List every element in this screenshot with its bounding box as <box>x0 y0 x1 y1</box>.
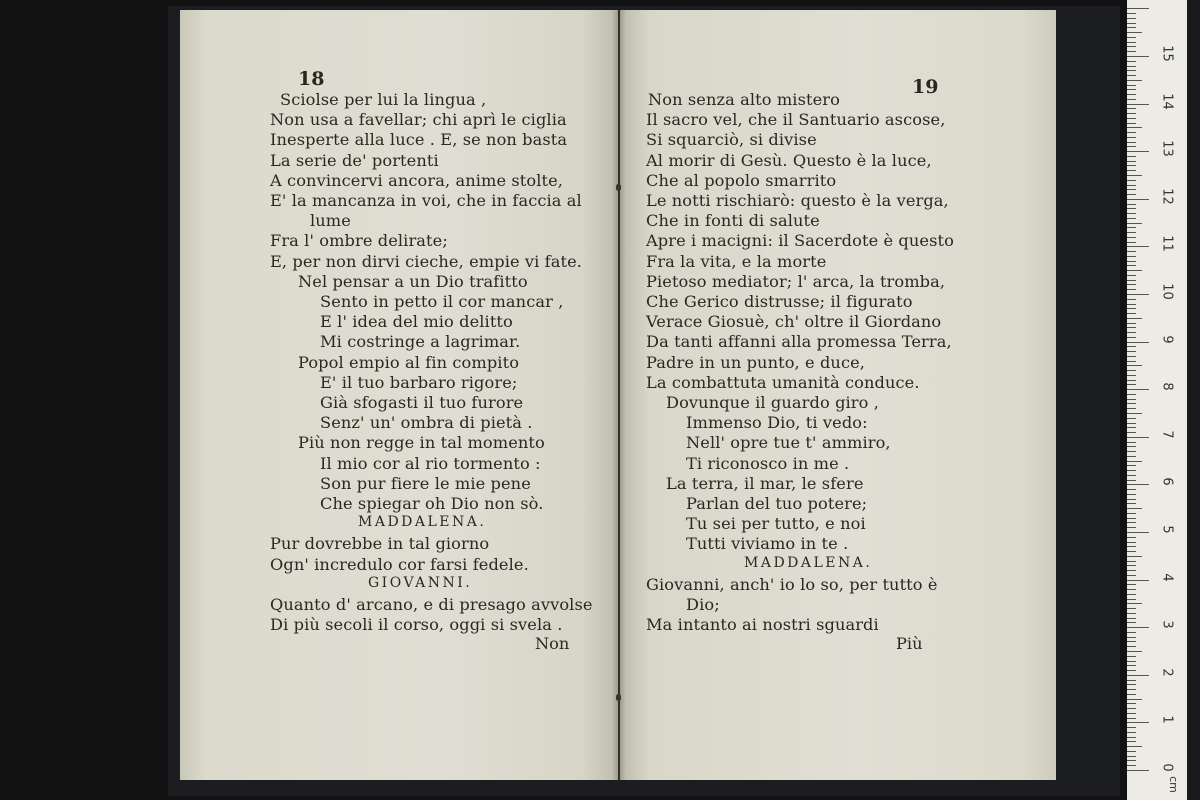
ruler-tick <box>1127 751 1136 752</box>
ruler-tick <box>1127 556 1142 557</box>
text-line: Dovunque il guardo giro , <box>666 393 879 412</box>
ruler-tick <box>1127 665 1136 666</box>
book-gutter <box>612 10 626 780</box>
text-line: Fra la vita, e la morte <box>646 251 827 271</box>
text-line: Padre in un punto, e duce, <box>646 352 866 372</box>
ruler-label: 2 <box>1159 668 1175 677</box>
ruler-tick <box>1127 94 1136 95</box>
ruler-tick <box>1127 304 1136 305</box>
text-line: Già sfogasti il tuo furore <box>320 393 524 412</box>
ruler-tick <box>1127 251 1136 252</box>
ruler-tick <box>1127 223 1142 224</box>
ruler-tick <box>1127 246 1149 247</box>
ruler-tick <box>1127 680 1136 681</box>
ruler-tick <box>1127 732 1136 733</box>
text-line: Tu sei per tutto, e noi <box>686 514 866 534</box>
ruler-tick <box>1127 408 1136 409</box>
ruler-tick <box>1127 99 1136 100</box>
ruler-tick <box>1127 89 1136 90</box>
ruler-tick <box>1127 332 1136 333</box>
ruler-tick <box>1127 213 1136 214</box>
text-line: Verace Giosuè, ch' oltre il Giordano <box>646 312 942 332</box>
speaker-name: GIOVANNI. <box>368 574 473 591</box>
ruler-tick <box>1127 85 1136 86</box>
ruler-tick <box>1127 275 1136 276</box>
ruler-tick <box>1127 651 1142 652</box>
ruler-tick <box>1127 546 1136 547</box>
ruler-tick <box>1127 470 1136 471</box>
ruler-tick <box>1127 613 1136 614</box>
ruler-label: 13 <box>1159 140 1175 157</box>
ruler-tick <box>1127 342 1149 343</box>
ruler-tick <box>1127 37 1136 38</box>
ruler-tick <box>1127 299 1136 300</box>
ruler-tick <box>1127 365 1142 366</box>
ruler-label: 4 <box>1159 572 1175 582</box>
ruler-tick <box>1127 694 1136 695</box>
ruler-tick <box>1127 527 1136 528</box>
ruler-unit: cm <box>1166 776 1180 793</box>
ruler-tick <box>1127 237 1136 238</box>
ruler-tick <box>1127 565 1136 566</box>
text-line: Immenso Dio, ti vedo: <box>686 413 868 433</box>
measuring-ruler <box>1127 0 1187 800</box>
left-page <box>180 10 618 780</box>
ruler-tick <box>1127 66 1136 67</box>
ruler-tick <box>1127 746 1142 747</box>
ruler-tick <box>1127 484 1149 485</box>
ruler-tick <box>1127 627 1149 628</box>
ruler-tick <box>1127 242 1136 243</box>
ruler-tick <box>1127 580 1149 581</box>
ruler-tick <box>1127 451 1136 452</box>
ruler-tick <box>1127 313 1136 314</box>
ruler-tick <box>1127 442 1136 443</box>
ruler-tick <box>1127 389 1149 390</box>
text-line: Fra l' ombre delirate; <box>270 231 448 251</box>
ruler-tick <box>1127 289 1136 290</box>
ruler-tick <box>1127 475 1136 476</box>
ruler-tick <box>1127 284 1136 285</box>
right-page <box>620 10 1056 780</box>
ruler-tick <box>1127 23 1136 24</box>
ruler-tick <box>1127 323 1136 324</box>
ruler-tick <box>1127 518 1136 519</box>
ruler-tick <box>1127 137 1136 138</box>
ruler-tick <box>1127 151 1149 152</box>
ruler-tick <box>1127 8 1149 9</box>
text-line: Sciolse per lui la lingua , <box>280 90 487 109</box>
text-line: Nell' opre tue t' ammiro, <box>686 433 891 453</box>
text-line: E' il tuo barbaro rigore; <box>320 372 518 392</box>
ruler-tick <box>1127 280 1136 281</box>
ruler-tick <box>1127 689 1136 690</box>
ruler-tick <box>1127 132 1136 133</box>
ruler-tick <box>1127 175 1142 176</box>
ruler-tick <box>1127 641 1136 642</box>
ruler-tick <box>1127 637 1136 638</box>
ruler-tick <box>1127 508 1142 509</box>
ruler-tick <box>1127 42 1136 43</box>
ruler-tick <box>1127 199 1149 200</box>
text-line: E l' idea del mio delitto <box>320 312 513 332</box>
ruler-tick <box>1127 770 1149 771</box>
ruler-label: 5 <box>1159 525 1175 534</box>
ruler-label: 9 <box>1159 334 1175 344</box>
text-line: Al morir di Gesù. Questo è la luce, <box>646 150 932 170</box>
ruler-tick <box>1127 180 1136 181</box>
text-line: Ti riconosco in me . <box>686 453 850 473</box>
ruler-tick <box>1127 375 1136 376</box>
text-line: Inesperte alla luce . E, se non basta <box>270 130 568 150</box>
ruler-tick <box>1127 584 1136 585</box>
text-line: Di più secoli il corso, oggi si svela . <box>270 615 563 635</box>
ruler-tick <box>1127 622 1136 623</box>
ruler-tick <box>1127 465 1136 466</box>
text-line: Più non regge in tal momento <box>298 433 545 453</box>
ruler-tick <box>1127 722 1149 723</box>
text-line: Il mio cor al rio tormento : <box>320 453 541 473</box>
ruler-tick <box>1127 699 1142 700</box>
speaker-name: MADDALENA. <box>744 554 873 571</box>
ruler-label: 14 <box>1159 92 1175 110</box>
catchword-left: Non <box>535 634 570 653</box>
text-line: Mi costringe a lagrimar. <box>320 332 521 352</box>
text-line: Giovanni, anch' io lo so, per tutto è <box>646 574 938 594</box>
ruler-tick <box>1127 337 1136 338</box>
ruler-tick <box>1127 104 1149 105</box>
text-line: A convincervi ancora, anime stolte, <box>270 170 564 190</box>
ruler-label: 15 <box>1159 45 1175 62</box>
ruler-tick <box>1127 204 1136 205</box>
ruler-tick <box>1127 708 1136 709</box>
text-line: Son pur fiere le mie pene <box>320 473 531 493</box>
ruler-tick <box>1127 18 1136 19</box>
ruler-tick <box>1127 537 1136 538</box>
text-line: Quanto d' arcano, e di presago avvolse <box>270 595 593 614</box>
ruler-tick <box>1127 713 1136 714</box>
ruler-tick <box>1127 32 1142 33</box>
ruler-tick <box>1127 232 1136 233</box>
ruler-tick <box>1127 737 1136 738</box>
ruler-tick <box>1127 760 1136 761</box>
ruler-tick <box>1127 380 1136 381</box>
ruler-tick <box>1127 156 1136 157</box>
text-line: Senz' un' ombra di pietà . <box>320 413 533 433</box>
text-line: Il sacro vel, che il Santuario ascose, <box>646 110 946 130</box>
ruler-label: 3 <box>1159 620 1175 629</box>
ruler-label: 10 <box>1159 283 1175 300</box>
speaker-name: MADDALENA. <box>358 514 487 531</box>
ruler-tick <box>1127 27 1136 28</box>
text-line: lume <box>310 211 351 231</box>
ruler-tick <box>1127 189 1136 190</box>
ruler-tick <box>1127 423 1136 424</box>
ruler-tick <box>1127 218 1136 219</box>
ruler-tick <box>1127 684 1136 685</box>
ruler-tick <box>1127 194 1136 195</box>
ruler-tick <box>1127 75 1136 76</box>
ruler-tick <box>1127 727 1136 728</box>
ruler-tick <box>1127 80 1142 81</box>
ruler-tick <box>1127 13 1136 14</box>
ruler-tick <box>1127 384 1136 385</box>
ruler-tick <box>1127 61 1136 62</box>
ruler-label: 8 <box>1159 382 1175 391</box>
ruler-tick <box>1127 142 1136 143</box>
text-line: Che al popolo smarrito <box>646 170 837 190</box>
ruler-tick <box>1127 361 1136 362</box>
ruler-tick <box>1127 294 1149 295</box>
text-line: La serie de' portenti <box>270 150 439 170</box>
ruler-tick <box>1127 227 1136 228</box>
ruler-tick <box>1127 594 1136 595</box>
ruler-tick <box>1127 56 1149 57</box>
ruler-label: 0 <box>1159 763 1175 772</box>
ruler-tick <box>1127 51 1136 52</box>
ruler-tick <box>1127 603 1142 604</box>
ruler-tick <box>1127 118 1136 119</box>
text-line: E, per non dirvi cieche, empie vi fate. <box>270 251 583 271</box>
open-book <box>180 10 1056 780</box>
ruler-tick <box>1127 123 1136 124</box>
catchword-right: Più <box>896 634 923 653</box>
ruler-tick <box>1127 575 1136 576</box>
ruler-tick <box>1127 675 1149 676</box>
ruler-tick <box>1127 456 1136 457</box>
ruler-tick <box>1127 589 1136 590</box>
ruler-tick <box>1127 670 1136 671</box>
text-line: Pietoso mediator; l' arca, la tromba, <box>646 271 946 291</box>
text-line: Sento in petto il cor mancar , <box>320 292 564 311</box>
ruler-tick <box>1127 256 1136 257</box>
ruler-tick <box>1127 718 1136 719</box>
text-line: La terra, il mar, le sfere <box>666 473 864 493</box>
ruler-tick <box>1127 599 1136 600</box>
page-number-left: 18 <box>298 68 325 90</box>
text-line: Che in fonti di salute <box>646 211 820 231</box>
text-line: Ogn' incredulo cor farsi fedele. <box>270 554 529 574</box>
text-line: Parlan del tuo potere; <box>686 494 868 513</box>
ruler-tick <box>1127 437 1149 438</box>
text-line: Apre i macigni: il Sacerdote è questo <box>646 231 954 251</box>
ruler-tick <box>1127 403 1136 404</box>
text-line: E' la mancanza in voi, che in faccia al <box>270 191 582 210</box>
ruler-label: 11 <box>1159 235 1175 253</box>
ruler-edge <box>1187 0 1200 800</box>
ruler-tick <box>1127 108 1136 109</box>
text-line: Non usa a favellar; chi aprì le ciglia <box>270 110 567 130</box>
ruler-tick <box>1127 461 1142 462</box>
ruler-tick <box>1127 318 1142 319</box>
ruler-tick <box>1127 418 1136 419</box>
ruler-label: 12 <box>1159 188 1175 205</box>
ruler-tick <box>1127 494 1136 495</box>
ruler-tick <box>1127 46 1136 47</box>
ruler-tick <box>1127 446 1136 447</box>
ruler-tick <box>1127 165 1136 166</box>
ruler-tick <box>1127 608 1136 609</box>
text-line: Pur dovrebbe in tal giorno <box>270 534 490 554</box>
text-line: Tutti viviamo in te . <box>686 534 849 554</box>
ruler-tick <box>1127 570 1136 571</box>
ruler-tick <box>1127 551 1136 552</box>
ruler-tick <box>1127 70 1136 71</box>
text-line: Le notti rischiarò: questo è la verga, <box>646 191 949 210</box>
ruler-tick <box>1127 351 1136 352</box>
ruler-tick <box>1127 503 1136 504</box>
ruler-tick <box>1127 656 1136 657</box>
ruler-tick <box>1127 432 1136 433</box>
ruler-tick <box>1127 480 1136 481</box>
ruler-tick <box>1127 522 1136 523</box>
ruler-tick <box>1127 170 1136 171</box>
ruler-tick <box>1127 499 1136 500</box>
ruler-tick <box>1127 756 1136 757</box>
ruler-tick <box>1127 346 1136 347</box>
ruler-tick <box>1127 356 1136 357</box>
ruler-tick <box>1127 765 1136 766</box>
text-line: Nel pensar a un Dio trafitto <box>298 271 528 291</box>
ruler-tick <box>1127 161 1136 162</box>
text-line: Che spiegar oh Dio non sò. <box>320 494 544 513</box>
ruler-tick <box>1127 646 1136 647</box>
text-line: Che Gerico distrusse; il figurato <box>646 292 913 311</box>
ruler-label: 6 <box>1159 477 1175 487</box>
ruler-tick <box>1127 399 1136 400</box>
ruler-tick <box>1127 561 1136 562</box>
ruler-tick <box>1127 270 1142 271</box>
ruler-tick <box>1127 741 1136 742</box>
ruler-tick <box>1127 703 1136 704</box>
ruler-tick <box>1127 370 1136 371</box>
ruler-label: 7 <box>1159 430 1175 439</box>
ruler-tick <box>1127 661 1136 662</box>
text-line: Popol empio al fin compito <box>298 352 520 372</box>
text-line: Non senza alto mistero <box>648 90 840 109</box>
text-line: Dio; <box>686 595 720 614</box>
ruler-tick <box>1127 489 1136 490</box>
text-line: Ma intanto ai nostri sguardi <box>646 615 879 635</box>
ruler-tick <box>1127 261 1136 262</box>
ruler-tick <box>1127 265 1136 266</box>
ruler-tick <box>1127 327 1136 328</box>
binding-stitch <box>616 694 621 701</box>
ruler-tick <box>1127 394 1136 395</box>
text-line: La combattuta umanità conduce. <box>646 372 920 392</box>
ruler-tick <box>1127 146 1136 147</box>
page-number-right: 19 <box>912 76 939 98</box>
ruler-tick <box>1127 127 1142 128</box>
text-line: Da tanti affanni alla promessa Terra, <box>646 332 952 352</box>
ruler-tick <box>1127 513 1136 514</box>
ruler-tick <box>1127 542 1136 543</box>
binding-stitch <box>616 184 621 191</box>
ruler-tick <box>1127 113 1136 114</box>
ruler-tick <box>1127 618 1136 619</box>
ruler-label: 1 <box>1159 715 1175 725</box>
text-line: Si squarciò, si divise <box>646 130 817 150</box>
ruler-tick <box>1127 208 1136 209</box>
ruler-tick <box>1127 632 1136 633</box>
ruler-tick <box>1127 308 1136 309</box>
ruler-tick <box>1127 185 1136 186</box>
ruler-tick <box>1127 427 1136 428</box>
ruler-tick <box>1127 413 1142 414</box>
ruler-tick <box>1127 532 1149 533</box>
